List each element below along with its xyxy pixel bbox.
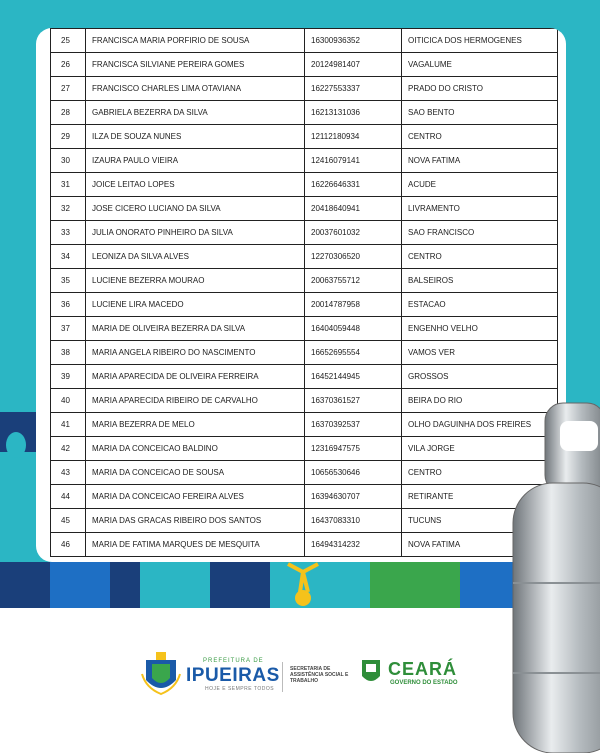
beneficiary-name: JOSE CICERO LUCIANO DA SILVA	[86, 197, 305, 221]
locality: CENTRO	[402, 461, 558, 485]
footer-logos	[0, 640, 600, 700]
ipueiras-prefeitura-label: PREFEITURA DE	[203, 658, 264, 664]
table-row	[51, 461, 558, 485]
locality: ESTACAO	[402, 293, 558, 317]
locality: VAMOS VER	[402, 341, 558, 365]
beneficiary-name: GABRIELA BEZERRA DA SILVA	[86, 101, 305, 125]
row-number: 29	[51, 125, 86, 149]
beneficiary-id: 20014787958	[305, 293, 402, 317]
beneficiary-id: 16452144945	[305, 365, 402, 389]
beneficiary-id: 16226646331	[305, 173, 402, 197]
beneficiary-name: MARIA APARECIDA DE OLIVEIRA FERREIRA	[86, 365, 305, 389]
beneficiary-id: 20418640941	[305, 197, 402, 221]
table-row	[51, 437, 558, 461]
locality: SAO BENTO	[402, 101, 558, 125]
ipueiras-crest-icon	[140, 650, 182, 696]
beneficiary-name: MARIA BEZERRA DE MELO	[86, 413, 305, 437]
beneficiary-id: 20063755712	[305, 269, 402, 293]
beneficiary-id: 12316947575	[305, 437, 402, 461]
table-row	[51, 317, 558, 341]
table-row	[51, 533, 558, 557]
beneficiary-name: MARIA DE FATIMA MARQUES DE MESQUITA	[86, 533, 305, 557]
beneficiary-name: FRANCISCO CHARLES LIMA OTAVIANA	[86, 77, 305, 101]
yellow-figure-icon	[278, 562, 328, 608]
locality: TUCUNS	[402, 509, 558, 533]
table-row	[51, 245, 558, 269]
row-number: 46	[51, 533, 86, 557]
locality: LIVRAMENTO	[402, 197, 558, 221]
beneficiary-name: LUCIENE BEZERRA MOURAO	[86, 269, 305, 293]
beneficiary-name: JOICE LEITAO LOPES	[86, 173, 305, 197]
row-number: 37	[51, 317, 86, 341]
locality: ENGENHO VELHO	[402, 317, 558, 341]
table-row	[51, 413, 558, 437]
secretaria-label: SECRETARIA DE ASSISTÊNCIA SOCIAL E TRABALHO	[290, 666, 349, 684]
table-row	[51, 101, 558, 125]
beneficiary-id: 16652695554	[305, 341, 402, 365]
table-row	[51, 149, 558, 173]
beneficiary-id: 16494314232	[305, 533, 402, 557]
row-number: 44	[51, 485, 86, 509]
table-row	[51, 365, 558, 389]
row-number: 45	[51, 509, 86, 533]
locality: OITICICA DOS HERMOGENES	[402, 29, 558, 53]
table-row	[51, 269, 558, 293]
table-row	[51, 197, 558, 221]
row-number: 27	[51, 77, 86, 101]
beneficiary-name: LEONIZA DA SILVA ALVES	[86, 245, 305, 269]
row-number: 42	[51, 437, 86, 461]
beneficiary-id: 16213131036	[305, 101, 402, 125]
ceara-subtitle: GOVERNO DO ESTADO	[390, 680, 458, 686]
locality: VILA JORGE	[402, 437, 558, 461]
beneficiary-id: 12270306520	[305, 245, 402, 269]
locality: SAO FRANCISCO	[402, 221, 558, 245]
beneficiary-id: 16227553337	[305, 77, 402, 101]
ipueiras-logo-text: IPUEIRAS	[186, 665, 280, 686]
beneficiary-id: 16300936352	[305, 29, 402, 53]
row-number: 30	[51, 149, 86, 173]
table-row	[51, 293, 558, 317]
locality: OLHO DAGUINHA DOS FREIRES	[402, 413, 558, 437]
beneficiary-list-document	[36, 28, 566, 562]
row-number: 43	[51, 461, 86, 485]
locality: NOVA FATIMA	[402, 149, 558, 173]
table-row	[51, 29, 558, 53]
row-number: 34	[51, 245, 86, 269]
locality: BALSEIROS	[402, 269, 558, 293]
beneficiary-id: 16404059448	[305, 317, 402, 341]
table-row	[51, 389, 558, 413]
table-row	[51, 509, 558, 533]
beneficiary-name: MARIA DA CONCEICAO BALDINO	[86, 437, 305, 461]
table-row	[51, 341, 558, 365]
beneficiary-name: FRANCISCA SILVIANE PEREIRA GOMES	[86, 53, 305, 77]
beneficiary-id: 16437083310	[305, 509, 402, 533]
logo-divider	[282, 662, 283, 692]
row-number: 31	[51, 173, 86, 197]
row-number: 32	[51, 197, 86, 221]
beneficiary-name: MARIA ANGELA RIBEIRO DO NASCIMENTO	[86, 341, 305, 365]
row-number: 39	[51, 365, 86, 389]
beneficiary-id: 16394630707	[305, 485, 402, 509]
row-number: 33	[51, 221, 86, 245]
beneficiary-name: MARIA DA CONCEICAO FEREIRA ALVES	[86, 485, 305, 509]
beneficiary-name: LUCIENE LIRA MACEDO	[86, 293, 305, 317]
locality: RETIRANTE	[402, 485, 558, 509]
locality: VAGALUME	[402, 53, 558, 77]
beneficiary-id: 16370392537	[305, 413, 402, 437]
row-number: 40	[51, 389, 86, 413]
beneficiary-name: MARIA DE OLIVEIRA BEZERRA DA SILVA	[86, 317, 305, 341]
locality: CENTRO	[402, 125, 558, 149]
locality: NOVA FATIMA	[402, 533, 558, 557]
table-row	[51, 53, 558, 77]
beneficiary-name: MARIA DAS GRACAS RIBEIRO DOS SANTOS	[86, 509, 305, 533]
locality: CENTRO	[402, 245, 558, 269]
beneficiary-name: IZAURA PAULO VIEIRA	[86, 149, 305, 173]
beneficiary-id: 12416079141	[305, 149, 402, 173]
ipueiras-tagline: HOJE E SEMPRE TODOS	[205, 686, 275, 692]
row-number: 41	[51, 413, 86, 437]
beneficiary-name: ILZA DE SOUZA NUNES	[86, 125, 305, 149]
table-row	[51, 221, 558, 245]
locality: GROSSOS	[402, 365, 558, 389]
table-row	[51, 77, 558, 101]
beneficiary-id: 20037601032	[305, 221, 402, 245]
table-row	[51, 485, 558, 509]
row-number: 38	[51, 341, 86, 365]
table-row	[51, 125, 558, 149]
beneficiary-id: 10656530646	[305, 461, 402, 485]
locality: BEIRA DO RIO	[402, 389, 558, 413]
beneficiary-name: MARIA DA CONCEICAO DE SOUSA	[86, 461, 305, 485]
row-number: 25	[51, 29, 86, 53]
row-number: 26	[51, 53, 86, 77]
ceara-crest-icon	[360, 656, 382, 686]
beneficiary-id: 16370361527	[305, 389, 402, 413]
row-number: 36	[51, 293, 86, 317]
locality: PRADO DO CRISTO	[402, 77, 558, 101]
beneficiary-name: JULIA ONORATO PINHEIRO DA SILVA	[86, 221, 305, 245]
locality: ACUDE	[402, 173, 558, 197]
beneficiary-name: FRANCISCA MARIA PORFIRIO DE SOUSA	[86, 29, 305, 53]
beneficiary-name: MARIA APARECIDA RIBEIRO DE CARVALHO	[86, 389, 305, 413]
row-number: 28	[51, 101, 86, 125]
beneficiary-id: 20124981407	[305, 53, 402, 77]
row-number: 35	[51, 269, 86, 293]
ceara-logo-text: CEARÁ	[388, 659, 458, 679]
table-row	[51, 173, 558, 197]
beneficiary-table	[50, 28, 558, 557]
beneficiary-id: 12112180934	[305, 125, 402, 149]
